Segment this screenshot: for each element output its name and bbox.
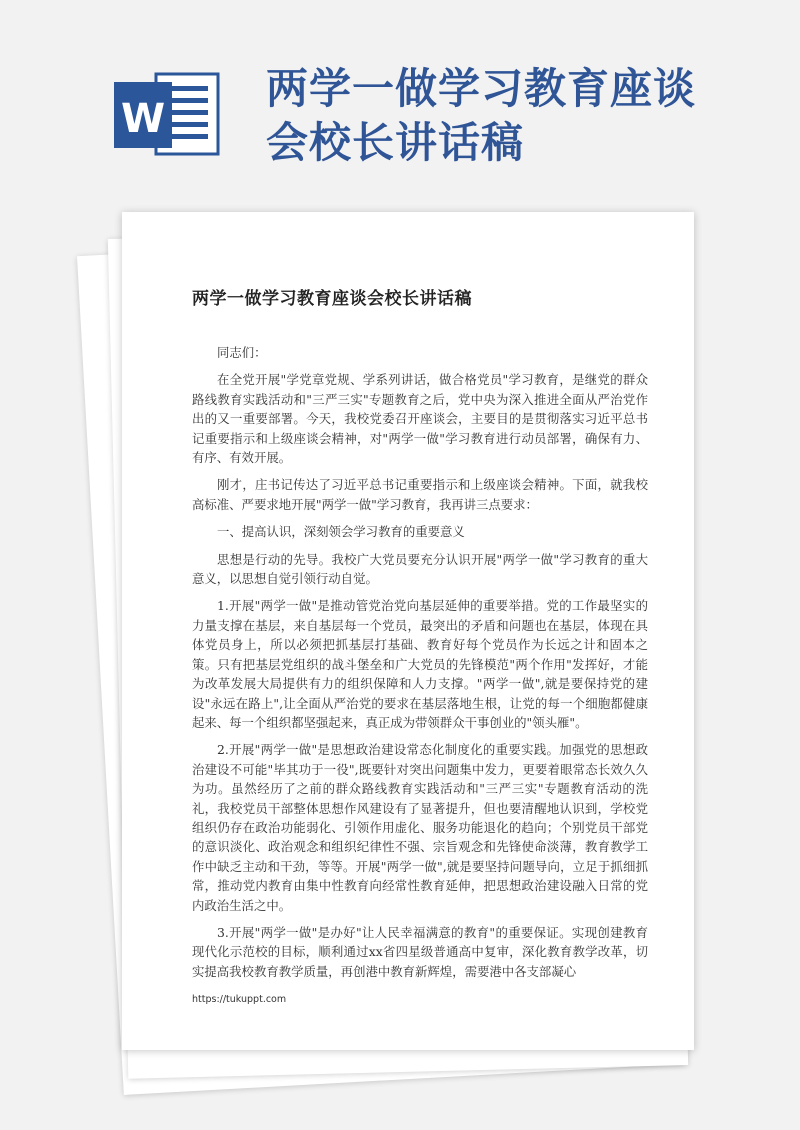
paragraph-intro: 在全党开展"学党章党规、学系列讲话，做合格党员"学习教育，是继党的群众路线教育实践活动和"三严三实"专题教育之后，党中央为深入推进全面从严治党作出的又一重要部署。今天，我校党委召开座谈会，主要目的是贯彻落实习近平总书记重要指示和上级座谈会精神，对"两学一做"学习教育进行动员部署，确保有力、有序、有效开展。 [192,372,648,466]
section-heading-1: 一、提高认识，深刻领会学习教育的重要意义 [217,524,465,540]
footer-url: https://tukuppt.com [192,994,287,1005]
paragraph-thought: 思想是行动的先导。我校广大党员要充分认识开展"两学一做"学习教育的重大意义，以思想自觉引领行动自觉。 [192,551,648,587]
document-page [122,212,694,1050]
paragraph-point-3: 3.开展"两学一做"是办好"让人民幸福满意的教育"的重要保证。实现创建教育现代化示范校的目标，顺利通过xx省四星级普通高中复审，深化教育教学改革，切实提高我校教育教学质量，再创港中教育新辉煌，需要港中各支部凝心 [192,924,648,979]
paragraph-greeting: 同志们： [217,345,267,360]
banner-title: 两学一做学习教育座谈会校长讲话稿 [266,64,697,167]
paragraph-point-2: 2.开展"两学一做"是思想政治建设常态化制度化的重要实践。加强党的思想政治建设不可能"毕其功于一役",既要针对突出问题集中发力，更要着眼常态长效久久为功。虽然经历了之前的群众路线教育实践活动和"三严三实"专题教育活动的洗礼，我校党员干部整体思想作风建设有了显著提升，但也要清醒地认识到，学校党组织仍存在政治功能弱化、引领作用虚化、服务功能退化的趋向；个别党员干部党的意识淡化、政治观念和组织纪律性不强、宗旨观念和先锋使命淡薄，教育教学工作中缺乏主动和干劲，等等。开展"两学一做",就是要坚持问题导向，立足于抓细抓常，推动党内教育由集中性教育向经常性教育延伸，把思想政治建设融入日常的党内政治生活之中。 [192,742,648,913]
paragraph-requirements: 刚才，庄书记传达了习近平总书记重要指示和上级座谈会精神。下面，就我校高标准、严要求地开展"两学一做"学习教育，我再讲三点要求： [192,477,648,512]
header-banner [0,0,800,200]
document-title: 两学一做学习教育座谈会校长讲话稿 [192,289,472,309]
paragraph-point-1: 1.开展"两学一做"是推动管党治党向基层延伸的重要举措。党的工作最坚实的力量支撑在基层，来自基层每一个党员，最突出的矛盾和问题也在基层，体现在具体党员身上，所以必须把抓基层打基础、教育好每个党员作为长远之计和固本之策。只有把基层党组织的战斗堡垒和广大党员的先锋模范"两个作用"发挥好，才能为改革发展大局提供有力的组织保障和人力支撑。"两学一做",就是要保持党的建设"永远在路上",让全面从严治党的要求在基层落地生根，让党的每一个细胞都健康起来、每一个组织都坚强起来，真正成为带领群众干事创业的"领头雁"。 [192,598,648,730]
word-icon-letter: W [120,96,166,142]
word-document-icon [112,68,220,160]
